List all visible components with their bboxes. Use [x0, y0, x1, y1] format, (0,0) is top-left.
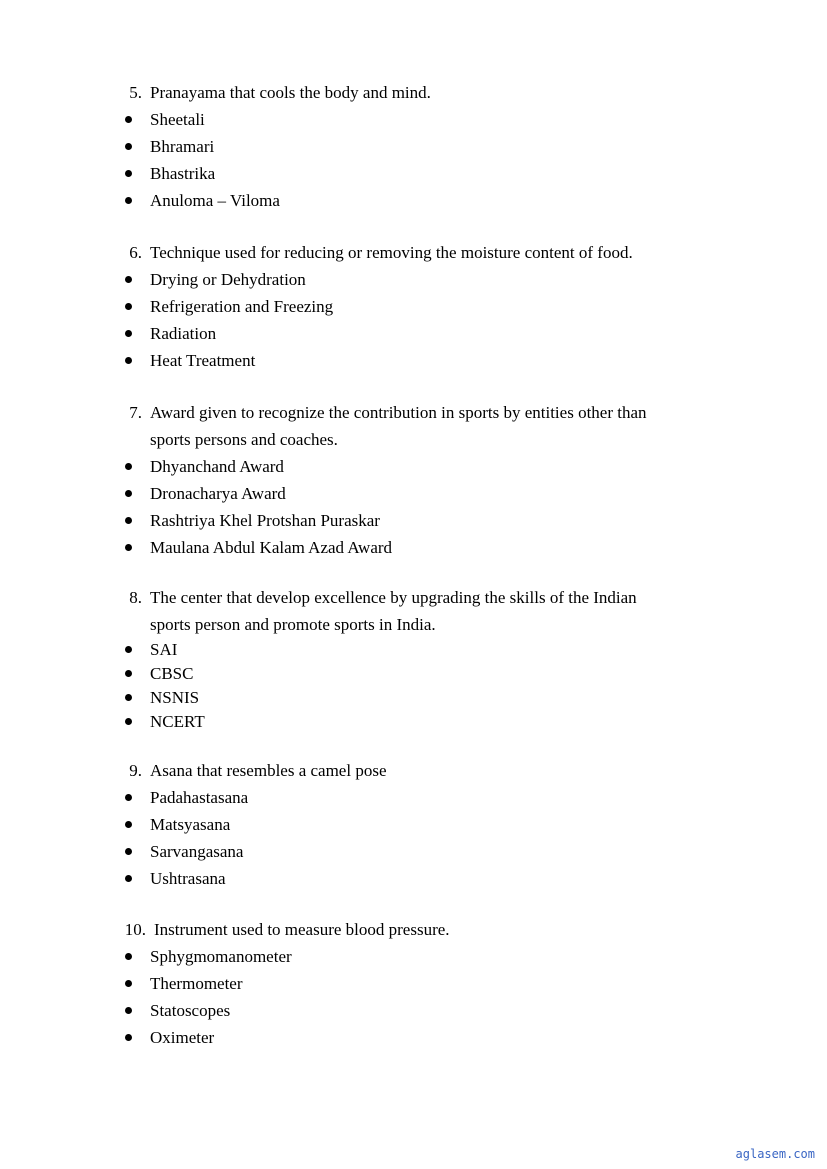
option-text: Dhyanchand Award	[150, 457, 284, 476]
option	[0, 293, 827, 320]
option	[0, 662, 827, 686]
question-9	[0, 758, 827, 892]
bullet-icon	[125, 276, 132, 283]
bullet-icon	[125, 143, 132, 150]
option-text: Sarvangasana	[150, 842, 244, 861]
option	[0, 638, 827, 662]
option-text: Padahastasana	[150, 788, 249, 807]
bullet-icon	[125, 670, 132, 677]
option	[0, 784, 827, 811]
option-text: NCERT	[150, 712, 205, 731]
bullet-icon	[125, 330, 132, 337]
option	[0, 507, 827, 534]
question-text: Instrument used to measure blood pressure.	[154, 920, 450, 939]
option	[0, 838, 827, 865]
option	[0, 943, 827, 970]
option-text: Thermometer	[150, 974, 243, 993]
option-text: CBSC	[150, 664, 194, 683]
option	[0, 710, 827, 734]
option-text: Oximeter	[150, 1028, 215, 1047]
option-text: NSNIS	[150, 688, 200, 707]
question-text-continued: sports persons and coaches.	[150, 430, 338, 449]
bullet-icon	[125, 544, 132, 551]
option-text: Sphygmomanometer	[150, 947, 292, 966]
question-text: Pranayama that cools the body and mind.	[150, 83, 431, 102]
option-text: Rashtriya Khel Protshan Puraskar	[150, 511, 380, 530]
option	[0, 266, 827, 293]
bullet-icon	[125, 875, 132, 882]
watermark-link[interactable]: aglasem.com	[735, 1147, 815, 1161]
bullet-icon	[125, 197, 132, 204]
option	[0, 453, 827, 480]
option	[0, 347, 827, 374]
question-text: Asana that resembles a camel pose	[150, 761, 387, 780]
question-number: 7.	[129, 403, 142, 422]
option	[0, 106, 827, 133]
bullet-icon	[125, 1034, 132, 1041]
option	[0, 133, 827, 160]
bullet-icon	[125, 490, 132, 497]
option-text: Radiation	[150, 324, 217, 343]
question-7	[0, 400, 827, 561]
option-text: Matsyasana	[150, 815, 231, 834]
question-number: 6.	[129, 243, 142, 262]
bullet-icon	[125, 303, 132, 310]
question-text: Award given to recognize the contribution in sports by entities other than	[150, 403, 647, 422]
question-6	[0, 240, 827, 374]
question-text: The center that develop excellence by upgrading the skills of the Indian	[150, 588, 637, 607]
question-10	[0, 917, 827, 1051]
bullet-icon	[125, 116, 132, 123]
option	[0, 811, 827, 838]
bullet-icon	[125, 357, 132, 364]
bullet-icon	[125, 463, 132, 470]
option	[0, 1024, 827, 1051]
option	[0, 320, 827, 347]
option-text: Bhramari	[150, 137, 215, 156]
question-number: 5.	[129, 83, 142, 102]
option-text: Anuloma – Viloma	[150, 191, 280, 210]
option	[0, 160, 827, 187]
bullet-icon	[125, 1007, 132, 1014]
option-text: Dronacharya Award	[150, 484, 286, 503]
bullet-icon	[125, 821, 132, 828]
option-text: SAI	[150, 640, 178, 659]
option	[0, 686, 827, 710]
bullet-icon	[125, 794, 132, 801]
bullet-icon	[125, 953, 132, 960]
option	[0, 187, 827, 214]
bullet-icon	[125, 980, 132, 987]
question-8	[0, 585, 827, 734]
bullet-icon	[125, 517, 132, 524]
option	[0, 534, 827, 561]
bullet-icon	[125, 646, 132, 653]
option-text: Bhastrika	[150, 164, 216, 183]
question-number: 9.	[129, 761, 142, 780]
option	[0, 865, 827, 892]
bullet-icon	[125, 170, 132, 177]
question-text: Technique used for reducing or removing the moisture content of food.	[150, 243, 633, 262]
bullet-icon	[125, 848, 132, 855]
option	[0, 970, 827, 997]
question-number: 8.	[129, 588, 142, 607]
option-text: Ushtrasana	[150, 869, 226, 888]
bullet-icon	[125, 694, 132, 701]
option-text: Maulana Abdul Kalam Azad Award	[150, 538, 393, 557]
option-text: Drying or Dehydration	[150, 270, 306, 289]
question-text-continued: sports person and promote sports in India.	[150, 615, 436, 634]
option	[0, 997, 827, 1024]
question-5	[0, 80, 827, 214]
option-text: Statoscopes	[150, 1001, 231, 1020]
question-number: 10.	[124, 920, 146, 939]
option-text: Refrigeration and Freezing	[150, 297, 334, 316]
option-text: Sheetali	[150, 110, 205, 129]
option-text: Heat Treatment	[150, 351, 256, 370]
bullet-icon	[125, 718, 132, 725]
option	[0, 480, 827, 507]
